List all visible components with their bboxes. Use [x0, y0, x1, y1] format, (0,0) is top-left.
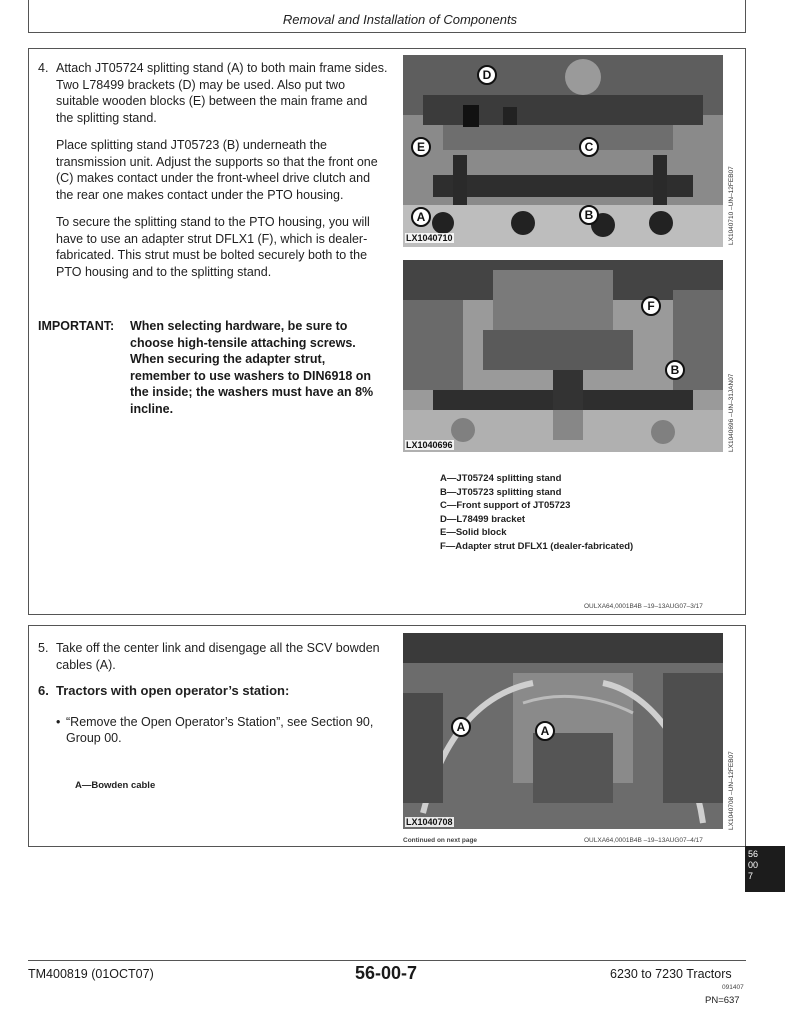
tab-line: 00 [748, 860, 759, 870]
page-header-title: Removal and Installation of Components [282, 12, 518, 27]
callout-b: B [665, 360, 685, 380]
important-notice [38, 318, 383, 417]
step-4-para-2 [38, 137, 388, 203]
photo-splitting-stands [403, 55, 723, 247]
callout-a: A [535, 721, 555, 741]
photo-adapter-strut [403, 260, 723, 452]
callout-c: C [579, 137, 599, 157]
section-tab [745, 846, 785, 892]
step-text: Take off the center link and disengage all the SCV bowden cables (A). [56, 641, 380, 672]
photo-2-graphic [403, 260, 723, 452]
tab-line: 7 [748, 871, 754, 881]
callout-d: D [477, 65, 497, 85]
footer-page-number: 56-00-7 [355, 963, 418, 983]
reference-code: OULXA64,0001B4B –19–13AUG07–4/17 [584, 837, 703, 844]
photo-label: LX1040710 [406, 233, 453, 243]
legend-section-1 [440, 472, 740, 553]
step-4-para-1 [38, 60, 388, 126]
photo-3-side-code: LX1040708 –UN–12FEB07 [728, 751, 735, 830]
bullet-mark: • [56, 714, 61, 729]
footer-model-range: 6230 to 7230 Tractors [610, 967, 732, 981]
step-text: To secure the splitting stand to the PTO housing, you will have to use an adapter strut DFLX1 (F), which is dealer-fabricated. This strut must be bolted securely both to the PTO housing and to the splitting stand. [56, 215, 370, 279]
photo-1-side-code: LX1040710 –UN–12FEB07 [728, 166, 735, 245]
photo-label: LX1040708 [406, 817, 453, 827]
tab-line: 56 [748, 849, 759, 859]
legend-item: E—Solid block [440, 527, 507, 538]
callout-f: F [641, 296, 661, 316]
callout-e: E [411, 137, 431, 157]
bullet-item [38, 714, 388, 747]
callout-a: A [411, 207, 431, 227]
photo-2-side-code: LX1040696 –UN–31JAN07 [728, 373, 735, 452]
step-text: Place splitting stand JT05723 (B) underneath the transmission unit. Adjust the supports so that the front one (C) makes contact under the front-wheel drive clutch and the rear one makes contact under the PTO housing. [56, 138, 378, 202]
photo-1-graphic [403, 55, 723, 247]
important-label: IMPORTANT: [38, 319, 115, 333]
legend-item: C—Front support of JT05723 [440, 500, 571, 511]
continued-note: Continued on next page [403, 837, 478, 844]
footer-small-code: 091407 [722, 984, 744, 991]
photo-label: LX1040696 [406, 440, 453, 450]
step-number: 5. [38, 641, 49, 655]
step-5-6-text-block [38, 640, 388, 747]
step-5 [38, 640, 388, 673]
important-text: When selecting hardware, be sure to choose high-tensile attaching screws. When securing the adapter strut, remember to use washers to DIN6918 on the inside; the washers must have an 8% incline. [130, 319, 374, 416]
step-6 [38, 683, 388, 700]
reference-code: OULXA64,0001B4B –19–13AUG07–3/17 [584, 603, 703, 610]
legend-item: F—Adapter strut DFLX1 (dealer-fabricated) [440, 540, 634, 552]
step-heading: Tractors with open operator’s station: [56, 683, 290, 698]
step-number: 6. [38, 683, 49, 698]
legend-item: D—L78499 bracket [440, 513, 526, 525]
legend-item: B—JT05723 splitting stand [440, 486, 562, 498]
step-text: Attach JT05724 splitting stand (A) to both main frame sides. Two L78499 brackets (D) may be used. Also put two suitable wooden blocks (E) between the main frame and the splitting stand. [56, 61, 388, 125]
callout-b: B [579, 205, 599, 225]
legend-section-2: A—Bowden cable [75, 780, 156, 791]
footer-manual-id: TM400819 (01OCT07) [28, 967, 154, 981]
step-number: 4. [38, 61, 49, 75]
bullet-text: “Remove the Open Operator’s Station”, see Section 90, Group 00. [66, 714, 374, 745]
footer-pn: PN=637 [705, 995, 740, 1006]
legend-item: A—JT05724 splitting stand [440, 473, 562, 484]
callout-a: A [451, 717, 471, 737]
step-4-text-block [38, 60, 388, 280]
photo-bowden-cables [403, 633, 723, 829]
step-4-para-3 [38, 214, 388, 280]
footer-divider [28, 960, 746, 961]
